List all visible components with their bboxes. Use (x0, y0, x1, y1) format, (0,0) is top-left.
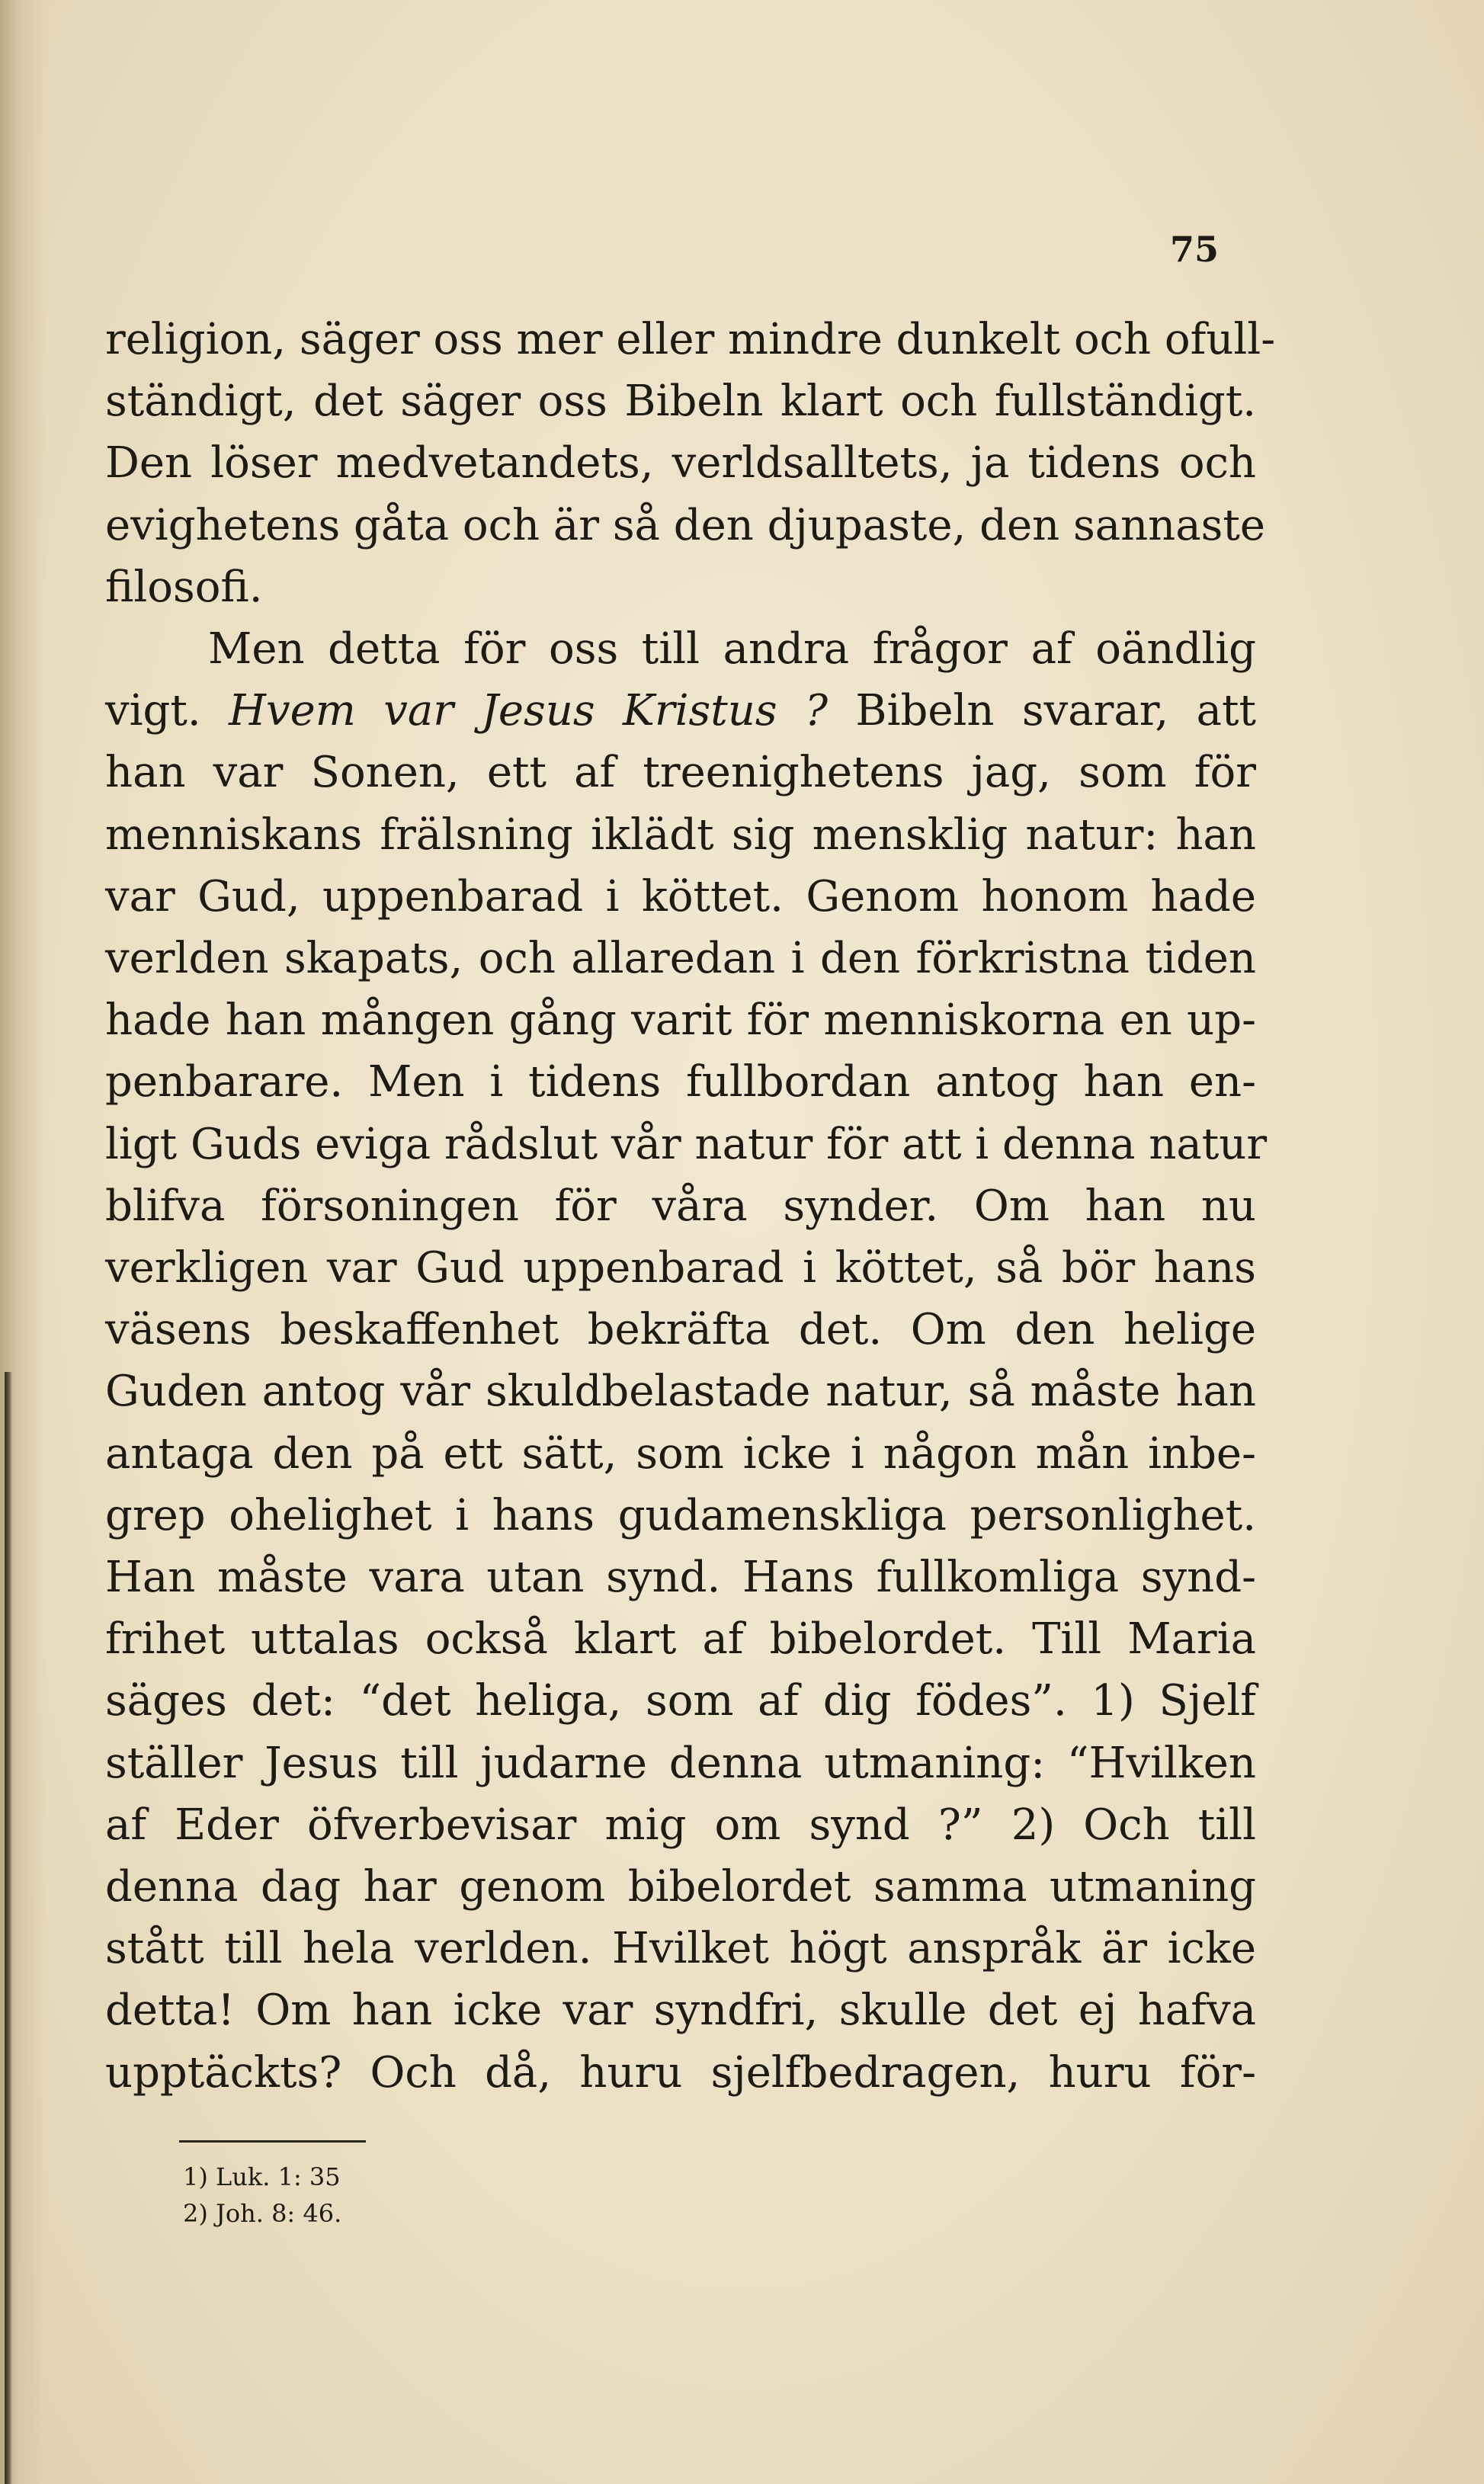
footnotes (183, 2159, 341, 2232)
text-line: evighetens gåta och är så den djupaste, den sannaste (105, 500, 1265, 550)
footnote: 2) Joh. 8: 46. (183, 2199, 342, 2228)
text-line (105, 680, 1256, 742)
text-line: Han måste vara utan synd. Hans fullkomliga synd- (105, 1553, 1256, 1603)
text-line: Den löser medvetandets, verldsalltets, ja tidens och (105, 438, 1256, 489)
text-line: frihet uttalas också klart af bibelordet. Till Maria (105, 1614, 1256, 1665)
text-line: ständigt, det säger oss Bibeln klart och fullständigt. (105, 377, 1256, 427)
text-line: verkligen var Gud uppenbarad i köttet, så bör hans (105, 1243, 1256, 1293)
footnote-rule (179, 2140, 366, 2143)
text-line: väsens beskaffenhet bekräfta det. Om den helige (105, 1305, 1256, 1355)
text-line: var Gud, uppenbarad i köttet. Genom honom hade (105, 871, 1256, 921)
text-line: verlden skapats, och allaredan i den förkristna tiden (105, 934, 1256, 984)
text-line: Guden antog vår skuldbelastade natur, så måste han (105, 1367, 1256, 1417)
text-line: blifva försoningen för våra synder. Om han nu (105, 1181, 1256, 1231)
text-line: Men detta för oss till andra frågor af oändlig (208, 624, 1256, 675)
text-line: detta! Om han icke var syndfri, skulle det ej hafva (105, 1986, 1256, 2036)
text-line: religion, säger oss mer eller mindre dunkelt och ofull- (105, 315, 1276, 364)
page-number: 75 (1170, 229, 1220, 270)
body-text (105, 309, 1276, 2104)
text-line: menniskans frälsning iklädt sig mensklig natur: han (105, 809, 1256, 860)
text-line: han var Sonen, ett af treenighetens jag, som för (105, 748, 1256, 798)
text-line: hade han mången gång varit för menniskorna en up- (105, 995, 1256, 1046)
footnote: 1) Luk. 1: 35 (183, 2162, 341, 2191)
text-line: penbarare. Men i tidens fullbordan antog han en- (105, 1057, 1256, 1107)
text-line: grep ohelighet i hans gudamenskliga personlighet. (105, 1490, 1256, 1540)
text-line: ställer Jesus till judarne denna utmaning: “Hvilken (105, 1738, 1256, 1788)
italic-question: Hvem var Jesus Kristus ? (229, 686, 828, 736)
text-line: ligt Guds eviga rådslut vår natur för att i denna natur (105, 1119, 1268, 1169)
text-line: filosofi. (105, 562, 263, 612)
binding-edge (5, 1372, 12, 2484)
text-line: säges det: “det heliga, som af dig födes”. 1) Sjelf (105, 1676, 1256, 1726)
text-line: denna dag har genom bibelordet samma utmaning (105, 1862, 1256, 1912)
text-segment: vigt. (105, 686, 229, 736)
text-line: stått till hela verlden. Hvilket högt anspråk är icke (105, 1924, 1256, 1974)
text-line: upptäckts? Och då, huru sjelfbedragen, huru för- (105, 2047, 1256, 2098)
text-line: antaga den på ett sätt, som icke i någon mån inbe- (105, 1428, 1256, 1479)
text-segment: Bibeln svarar, att (828, 686, 1256, 736)
text-line: af Eder öfverbevisar mig om synd ?” 2) Och till (105, 1800, 1256, 1850)
